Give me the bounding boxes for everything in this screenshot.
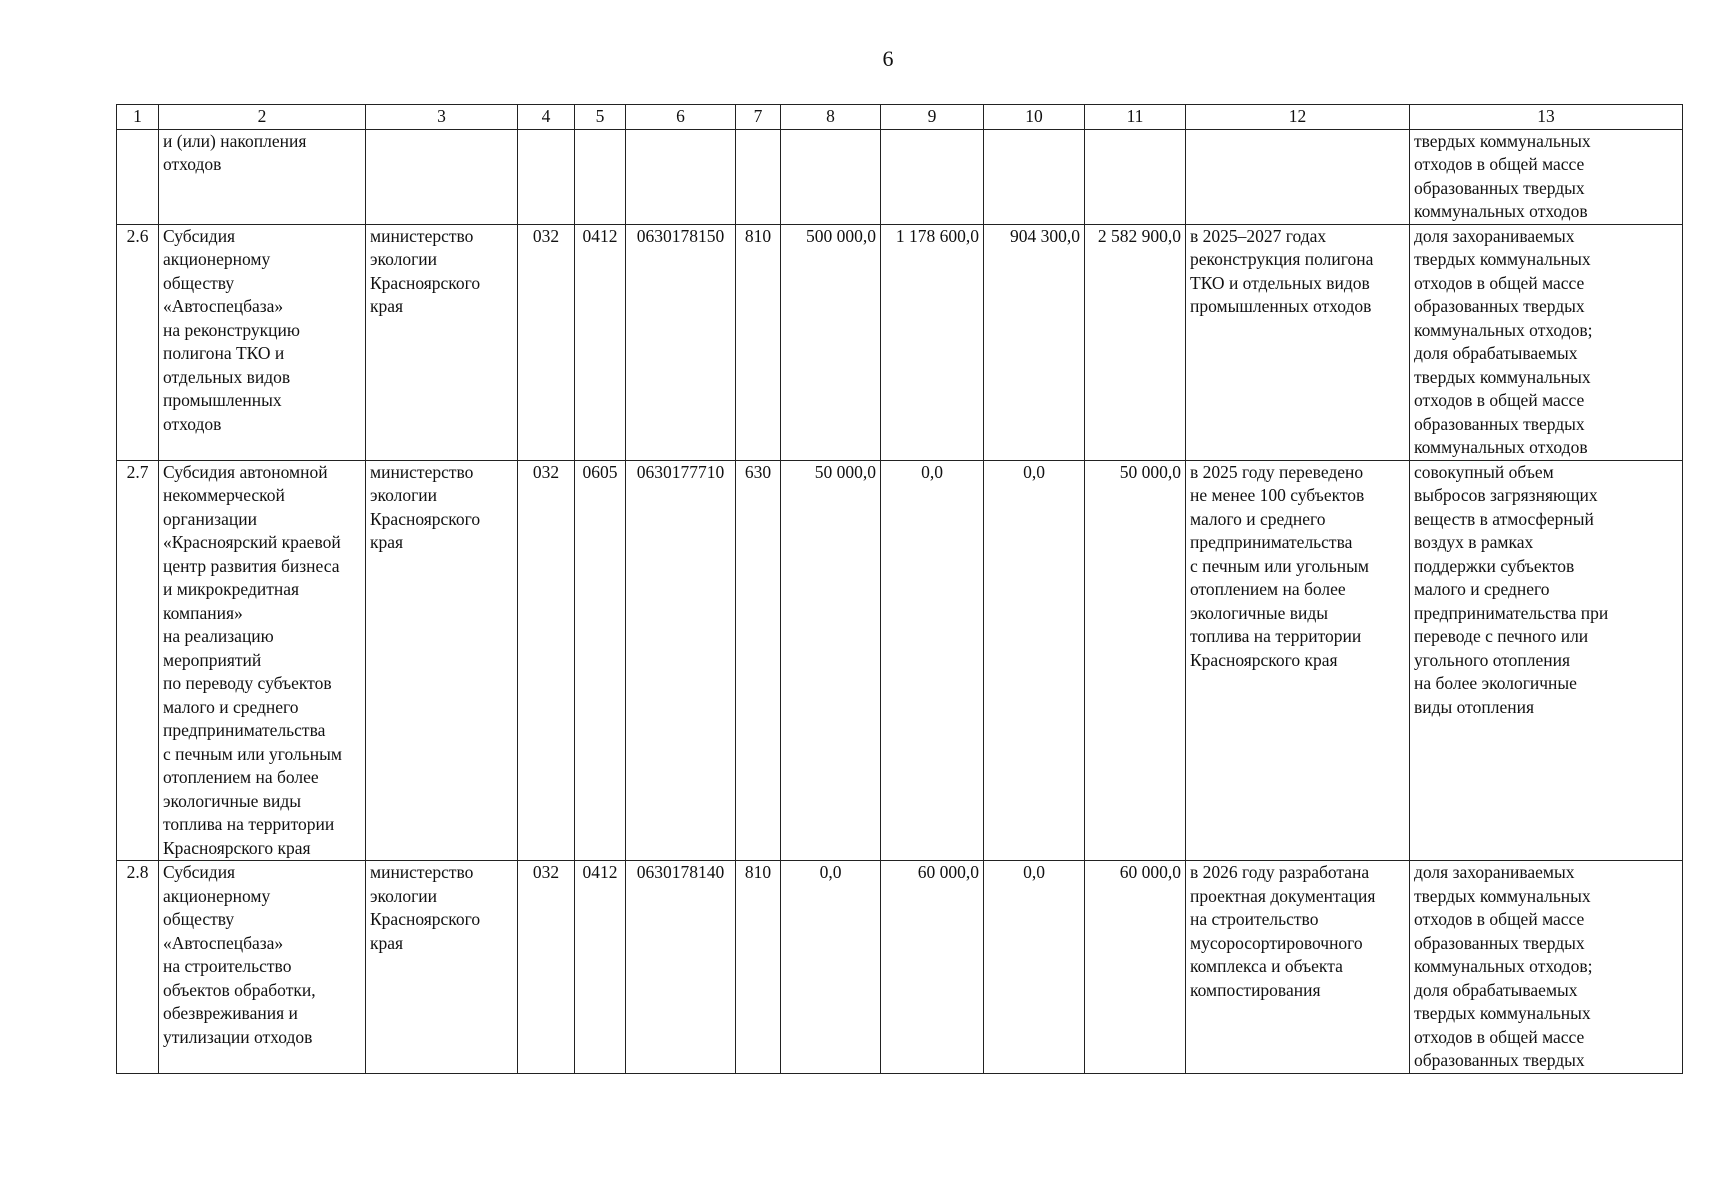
amount-total (1085, 129, 1186, 224)
column-header: 6 (626, 105, 736, 130)
amount-year-3: 904 300,0 (984, 224, 1085, 460)
amount-total: 50 000,0 (1085, 460, 1186, 861)
amount-year-3 (984, 129, 1085, 224)
executor (366, 129, 518, 224)
table-row (117, 224, 1683, 460)
row-number (117, 129, 159, 224)
executor: министерство экологии Красноярского края (366, 861, 518, 1074)
column-header: 2 (159, 105, 366, 130)
ministry-code (518, 129, 575, 224)
column-header: 1 (117, 105, 159, 130)
indicator: доля захораниваемых твердых коммунальных отходов в общей массе образованных твердых коммунальных отходов; доля обрабатываемых твердых коммунальных отходов в общей массе образованных твердых коммунальных отходов (1410, 224, 1683, 460)
amount-year-1 (781, 129, 881, 224)
section-code: 0412 (575, 861, 626, 1074)
column-header: 13 (1410, 105, 1683, 130)
column-header: 8 (781, 105, 881, 130)
expected-result: в 2026 году разработана проектная документация на строительство мусоросортировочного комплекса и объекта компостирования (1186, 861, 1410, 1074)
executor: министерство экологии Красноярского края (366, 224, 518, 460)
amount-year-2: 60 000,0 (881, 861, 984, 1074)
amount-year-1: 500 000,0 (781, 224, 881, 460)
section-code: 0605 (575, 460, 626, 861)
target-article-code: 0630178150 (626, 224, 736, 460)
expected-result (1186, 129, 1410, 224)
expense-type-code: 630 (736, 460, 781, 861)
ministry-code: 032 (518, 460, 575, 861)
target-article-code (626, 129, 736, 224)
amount-total: 2 582 900,0 (1085, 224, 1186, 460)
row-number: 2.7 (117, 460, 159, 861)
header-row (117, 105, 1683, 130)
row-number: 2.6 (117, 224, 159, 460)
amount-year-2: 1 178 600,0 (881, 224, 984, 460)
column-header: 4 (518, 105, 575, 130)
table-row (117, 861, 1683, 1074)
amount-total: 60 000,0 (1085, 861, 1186, 1074)
expense-type-code: 810 (736, 861, 781, 1074)
measure-name: Субсидия акционерному обществу «Автоспецбаза» на строительство объектов обработки, обезвреживания и утилизации отходов (159, 861, 366, 1074)
row-number: 2.8 (117, 861, 159, 1074)
column-header: 7 (736, 105, 781, 130)
amount-year-1: 50 000,0 (781, 460, 881, 861)
measure-name: и (или) накопления отходов (159, 129, 366, 224)
indicator: совокупный объем выбросов загрязняющих веществ в атмосферный воздух в рамках поддержки субъектов малого и среднего предпринимательства при переводе с печного или угольного отопления на более экологичные виды отопления (1410, 460, 1683, 861)
section-code: 0412 (575, 224, 626, 460)
amount-year-2: 0,0 (881, 460, 984, 861)
expected-result: в 2025 году переведено не менее 100 субъектов малого и среднего предпринимательства с печным или угольным отоплением на более экологичные виды топлива на территории Красноярского края (1186, 460, 1410, 861)
column-header: 3 (366, 105, 518, 130)
column-header: 5 (575, 105, 626, 130)
table-row (117, 460, 1683, 861)
page-number: 6 (882, 46, 894, 71)
indicator: твердых коммунальных отходов в общей массе образованных твердых коммунальных отходов (1410, 129, 1683, 224)
amount-year-3: 0,0 (984, 861, 1085, 1074)
column-header: 11 (1085, 105, 1186, 130)
column-header: 12 (1186, 105, 1410, 130)
expected-result: в 2025–2027 годах реконструкция полигона ТКО и отдельных видов промышленных отходов (1186, 224, 1410, 460)
budget-table (116, 104, 1683, 1074)
measure-name: Субсидия акционерному обществу «Автоспецбаза» на реконструкцию полигона ТКО и отдельных видов промышленных отходов (159, 224, 366, 460)
measure-name: Субсидия автономной некоммерческой организации «Красноярский краевой центр развития бизнеса и микрокредитная компания» на реализацию мероприятий по переводу субъектов малого и среднего предпринимательства с печным или угольным отоплением на более экологичные виды топлива на территории Красноярского края (159, 460, 366, 861)
ministry-code: 032 (518, 861, 575, 1074)
amount-year-3: 0,0 (984, 460, 1085, 861)
amount-year-1: 0,0 (781, 861, 881, 1074)
amount-year-2 (881, 129, 984, 224)
table-row (117, 129, 1683, 224)
indicator: доля захораниваемых твердых коммунальных отходов в общей массе образованных твердых коммунальных отходов; доля обрабатываемых твердых коммунальных отходов в общей массе образованных твердых (1410, 861, 1683, 1074)
ministry-code: 032 (518, 224, 575, 460)
target-article-code: 0630178140 (626, 861, 736, 1074)
column-header: 9 (881, 105, 984, 130)
executor: министерство экологии Красноярского края (366, 460, 518, 861)
expense-type-code (736, 129, 781, 224)
expense-type-code: 810 (736, 224, 781, 460)
target-article-code: 0630177710 (626, 460, 736, 861)
section-code (575, 129, 626, 224)
column-header: 10 (984, 105, 1085, 130)
